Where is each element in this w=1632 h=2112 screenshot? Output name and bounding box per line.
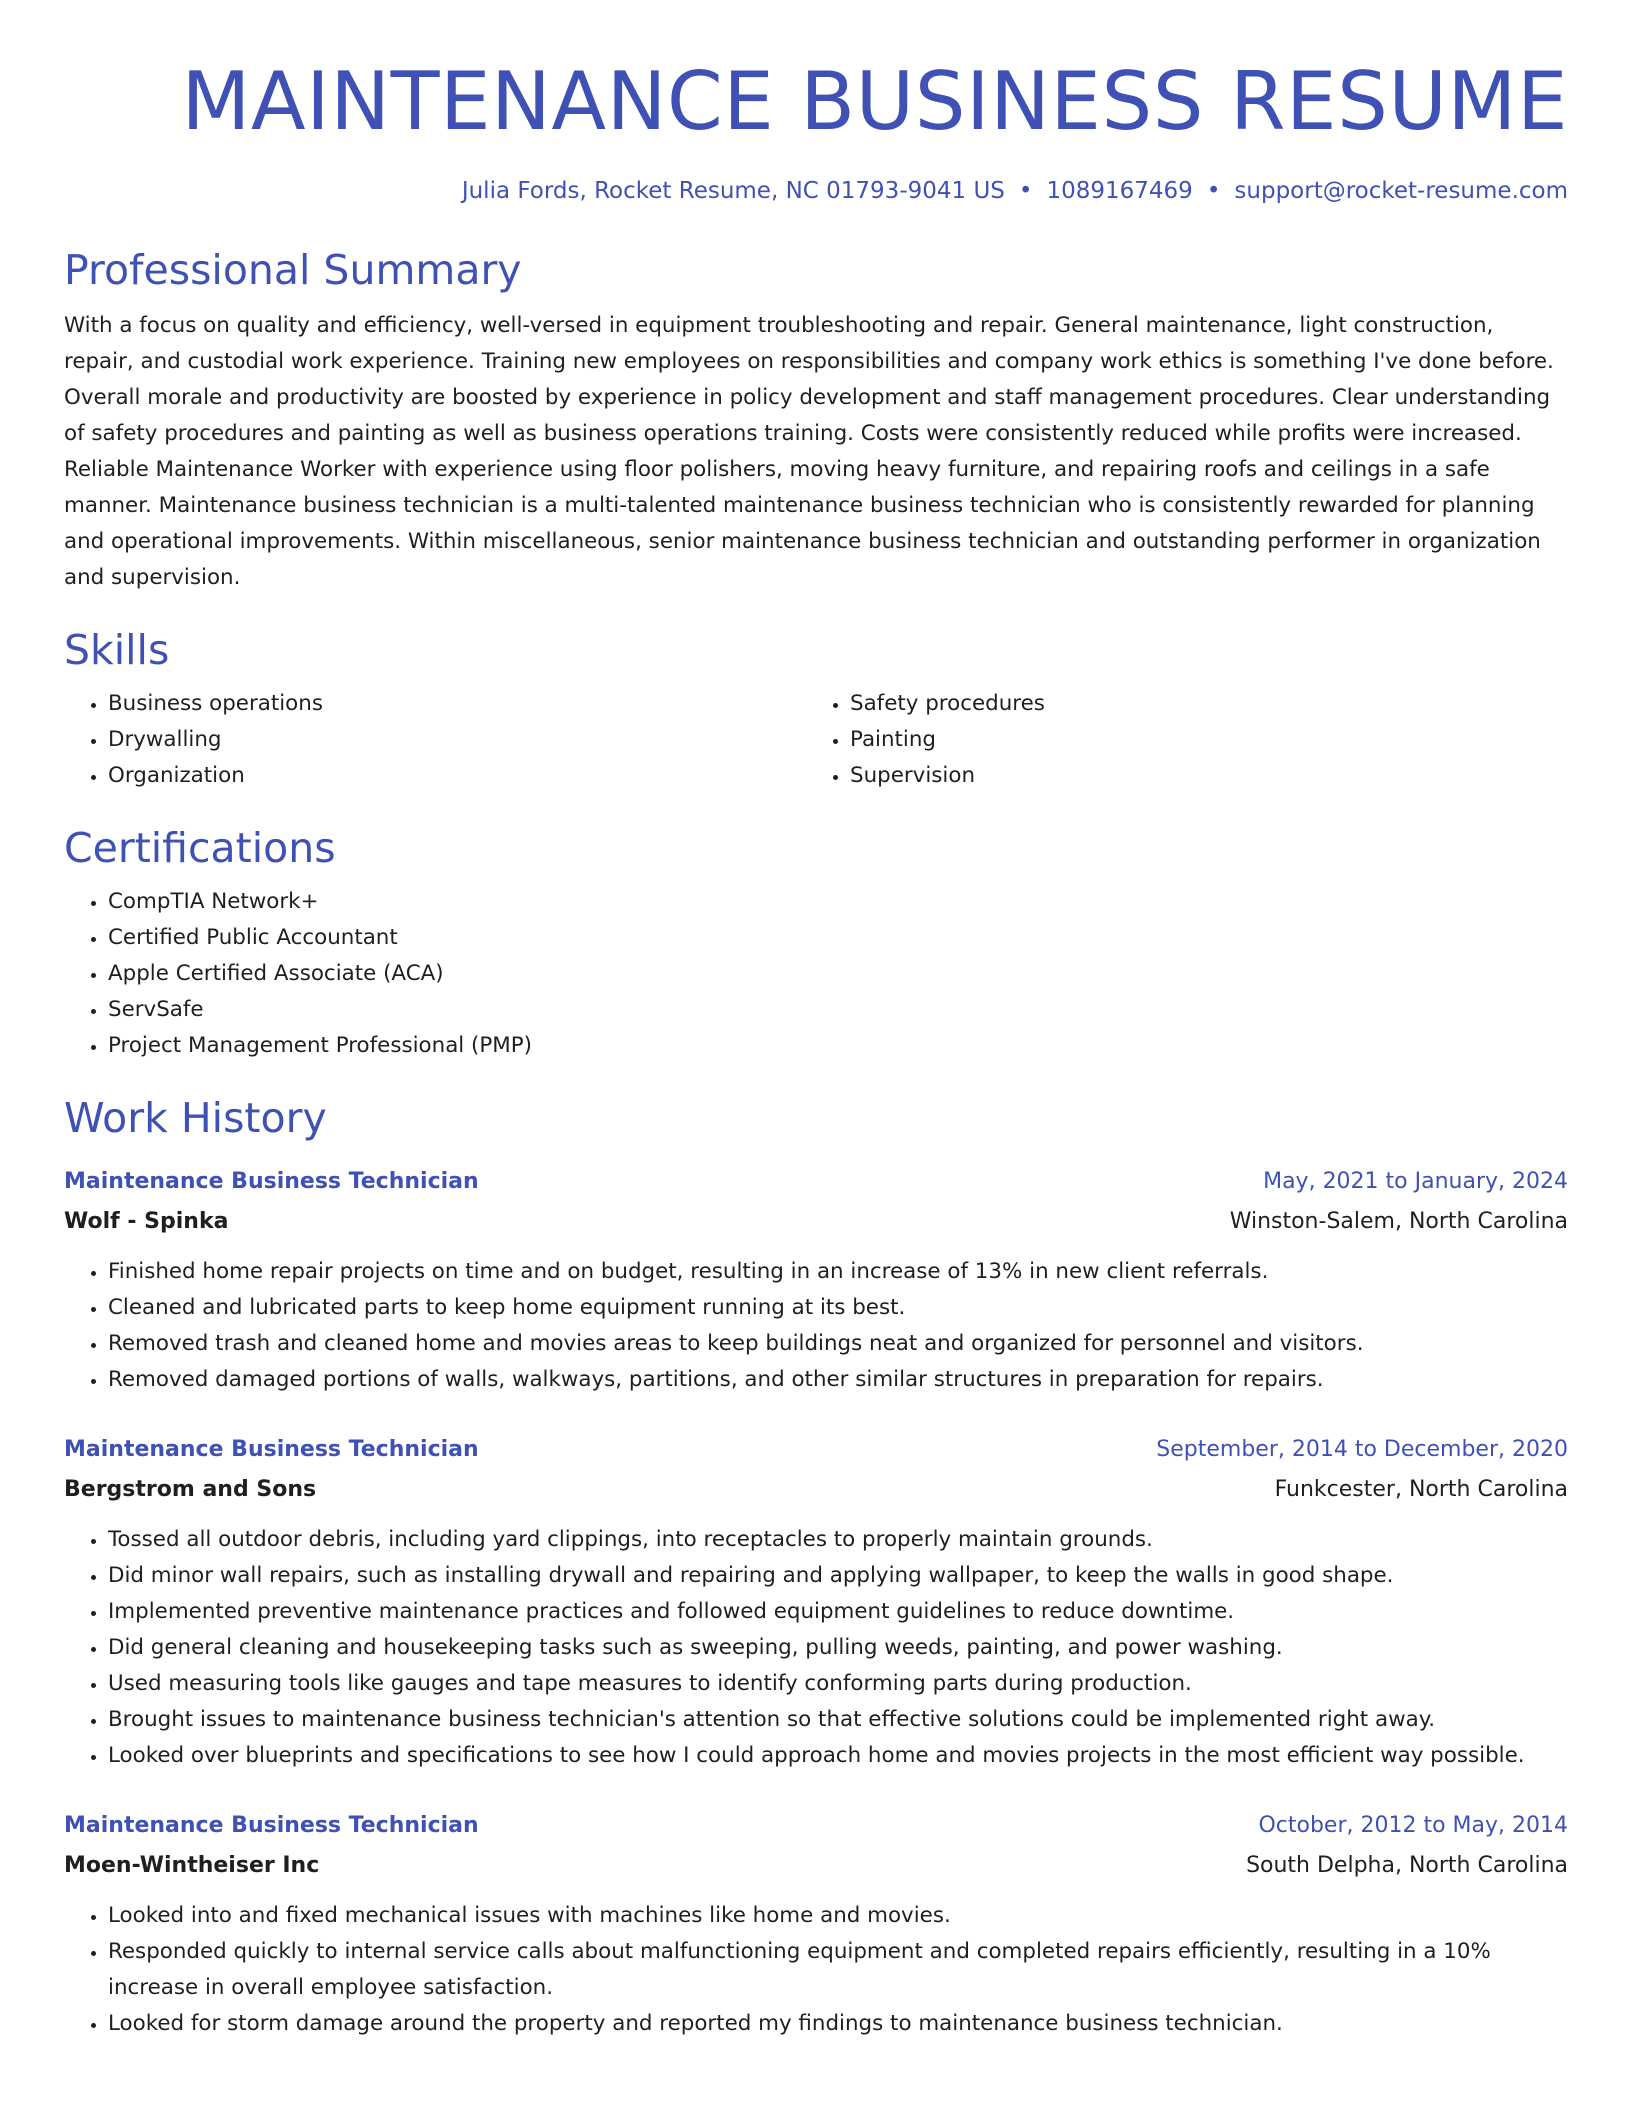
certification-item: • Certified Public Accountant xyxy=(108,920,1568,956)
job-title-row xyxy=(64,1432,1568,1468)
job-location: Funkcester, North Carolina xyxy=(1274,1477,1568,1502)
job-bullet: • Looked for storm damage around the property and reported my findings to maintenance business technician. xyxy=(108,2006,1568,2042)
skill-item: • Organization xyxy=(108,758,806,794)
job-dates: May, 2021 to January, 2024 xyxy=(1263,1169,1568,1194)
skill-item: • Safety procedures xyxy=(850,686,1548,722)
job-bullet: • Implemented preventive maintenance practices and followed equipment guidelines to reduce downtime. xyxy=(108,1594,1568,1630)
contact-email: support@rocket-resume.com xyxy=(1234,178,1568,204)
job-bullet: • Did general cleaning and housekeeping tasks such as sweeping, pulling weeds, painting, and power washing. xyxy=(108,1630,1568,1666)
skills-list-right xyxy=(806,686,1548,794)
job-bullet: • Finished home repair projects on time and on budget, resulting in an increase of 13% in new client referrals. xyxy=(108,1254,1568,1290)
contact-separator: • xyxy=(1206,178,1221,204)
job-entry xyxy=(64,1164,1568,1398)
job-location: Winston-Salem, North Carolina xyxy=(1229,1209,1568,1234)
job-title: Maintenance Business Technician xyxy=(64,1813,479,1838)
job-location: South Delpha, North Carolina xyxy=(1246,1853,1568,1878)
job-bullet: • Used measuring tools like gauges and tape measures to identify conforming parts during production. xyxy=(108,1666,1568,1702)
job-dates: October, 2012 to May, 2014 xyxy=(1258,1813,1568,1838)
contact-line xyxy=(64,174,1568,208)
job-bullet: • Removed trash and cleaned home and movies areas to keep buildings neat and organized for personnel and visitors. xyxy=(108,1326,1568,1362)
job-bullets xyxy=(64,1254,1568,1398)
job-bullet: • Looked into and fixed mechanical issues with machines like home and movies. xyxy=(108,1898,1568,1934)
job-entry xyxy=(64,1808,1568,2042)
skill-item: • Painting xyxy=(850,722,1548,758)
job-company-row xyxy=(64,1468,1568,1508)
job-title: Maintenance Business Technician xyxy=(64,1437,479,1462)
job-bullet: • Looked over blueprints and specifications to see how I could approach home and movies projects in the most efficient way possible. xyxy=(108,1738,1568,1774)
contact-separator: • xyxy=(1018,178,1033,204)
job-bullet: • Did minor wall repairs, such as installing drywall and repairing and applying wallpaper, to keep the walls in good shape. xyxy=(108,1558,1568,1594)
job-bullet: • Brought issues to maintenance business technician's attention so that effective solutions could be implemented right away. xyxy=(108,1702,1568,1738)
resume-title: MAINTENANCE BUSINESS RESUME xyxy=(181,55,1568,148)
skills-list-left xyxy=(64,686,806,794)
summary-text: With a focus on quality and efficiency, well-versed in equipment troubleshooting and repair. General maintenance, light construction, repair, and custodial work experience. Training new employees on responsibilities and company work ethics is something I've done before. Overall morale and productivity are boosted by experience in policy development and staff management procedures. Clear understanding of safety procedures and painting as well as business operations training. Costs were consistently reduced while profits were increased. Reliable Maintenance Worker with experience using floor polishers, moving heavy furniture, and repairing roofs and ceilings in a safe manner. Maintenance business technician is a multi-talented maintenance business technician who is consistently rewarded for planning and operational improvements. Within miscellaneous, senior maintenance business technician and outstanding performer in organization and supervision. xyxy=(64,313,1554,590)
certification-item: • Project Management Professional (PMP) xyxy=(108,1028,1568,1064)
job-company: Moen-Wintheiser Inc xyxy=(64,1853,320,1878)
certifications-list xyxy=(64,884,1568,1064)
skills-heading: Skills xyxy=(64,626,170,674)
job-bullet: • Responded quickly to internal service calls about malfunctioning equipment and completed repairs efficiently, resulting in a 10% increase in overall employee satisfaction. xyxy=(108,1934,1568,2006)
job-company: Wolf - Spinka xyxy=(64,1209,229,1234)
job-company-row xyxy=(64,1200,1568,1240)
skill-item: • Supervision xyxy=(850,758,1548,794)
certification-item: • CompTIA Network+ xyxy=(108,884,1568,920)
skill-item: • Drywalling xyxy=(108,722,806,758)
work-history-heading: Work History xyxy=(64,1094,327,1142)
job-bullets xyxy=(64,1898,1568,2042)
job-bullet: • Tossed all outdoor debris, including yard clippings, into receptacles to properly maintain grounds. xyxy=(108,1522,1568,1558)
job-bullet: • Cleaned and lubricated parts to keep home equipment running at its best. xyxy=(108,1290,1568,1326)
job-title-row xyxy=(64,1164,1568,1200)
job-dates: September, 2014 to December, 2020 xyxy=(1156,1437,1568,1462)
summary-heading: Professional Summary xyxy=(64,246,522,294)
job-company: Bergstrom and Sons xyxy=(64,1477,317,1502)
skills-grid xyxy=(64,686,1568,794)
job-bullets xyxy=(64,1522,1568,1774)
contact-address: Julia Fords, Rocket Resume, NC 01793-9041 US xyxy=(461,178,1005,204)
job-company-row xyxy=(64,1844,1568,1884)
skill-item: • Business operations xyxy=(108,686,806,722)
job-title-row xyxy=(64,1808,1568,1844)
contact-phone: 1089167469 xyxy=(1046,178,1193,204)
job-bullet: • Removed damaged portions of walls, walkways, partitions, and other similar structures in preparation for repairs. xyxy=(108,1362,1568,1398)
certification-item: • Apple Certified Associate (ACA) xyxy=(108,956,1568,992)
job-title: Maintenance Business Technician xyxy=(64,1169,479,1194)
job-entry xyxy=(64,1432,1568,1774)
certifications-heading: Certifications xyxy=(64,824,336,872)
certification-item: • ServSafe xyxy=(108,992,1568,1028)
